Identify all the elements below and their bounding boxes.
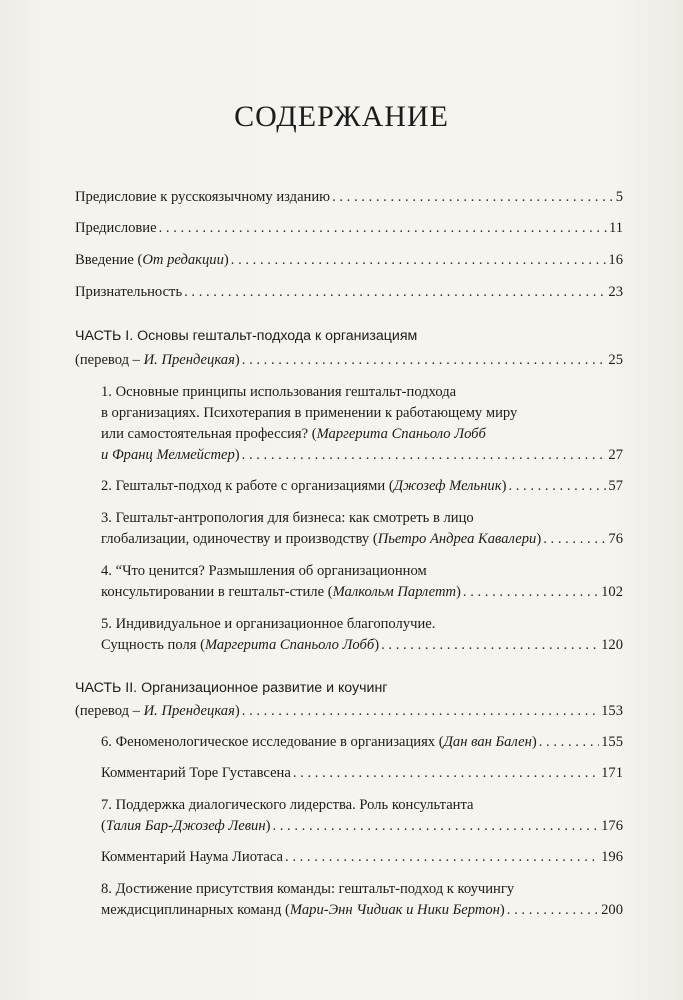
paren-close: )	[501, 478, 507, 494]
toc-entry-acknowledgements[interactable]	[75, 282, 623, 302]
page-number: 16	[608, 252, 623, 268]
leader-dots	[508, 476, 606, 496]
entry-title: Предисловие к русскоязычному изданию	[75, 189, 331, 205]
paren-close: )	[499, 902, 505, 918]
toc-entry-ch6[interactable]	[101, 732, 623, 752]
ch5-text: Сущность поля (	[101, 637, 205, 653]
page-number: 25	[608, 352, 623, 368]
leader-dots	[507, 900, 599, 920]
ch3-line2[interactable]	[101, 529, 623, 549]
translation-label: (перевод –	[75, 352, 144, 368]
leader-dots	[242, 445, 607, 465]
entry-title	[101, 732, 537, 752]
ch5-line1[interactable]: 5. Индивидуальное и организационное благополучие.	[101, 616, 436, 632]
page-number: 76	[608, 531, 623, 547]
paren-close: )	[265, 818, 271, 834]
leader-dots	[159, 218, 607, 238]
page-number: 155	[601, 734, 623, 750]
ch6-text: 6. Феноменологическое исследование в организациях (	[101, 734, 444, 750]
page-number: 171	[601, 765, 623, 781]
entry-title	[101, 529, 541, 549]
entry-title	[101, 445, 240, 465]
translator-name: И. Прендецкая	[143, 352, 235, 368]
leader-dots	[272, 816, 599, 836]
ch4-text: консультировании в гештальт-стиле (	[101, 584, 333, 600]
toc-entry-commentary-1[interactable]	[101, 763, 623, 783]
ch8-text: междисциплинарных команд (	[101, 902, 290, 918]
paren-close: )	[456, 584, 461, 600]
translation-label: (перевод –	[75, 703, 144, 719]
page-number: 57	[608, 478, 623, 494]
leader-dots	[332, 187, 614, 207]
leader-dots	[293, 763, 599, 783]
page-number: 11	[608, 220, 623, 236]
entry-italic: От редакции	[142, 252, 224, 268]
toc-entry-foreword-russian[interactable]	[75, 187, 623, 207]
ch3-author: Пьетро Андреа Кавалери	[377, 531, 537, 547]
paren-open: (	[101, 818, 106, 834]
ch1-author: Маргерита Спаньоло Лобб	[316, 426, 486, 442]
part1-translation-line[interactable]	[75, 350, 623, 370]
ch7-line1[interactable]: 7. Поддержка диалогического лидерства. Роль консультанта	[101, 797, 474, 813]
ch4-author: Малкольм Парлетт	[332, 584, 457, 600]
entry-title	[101, 635, 379, 655]
ch2-text: 2. Гештальт-подход к работе с организациями (	[101, 478, 394, 494]
ch4-line2[interactable]	[101, 582, 623, 602]
ch1-line3	[101, 424, 623, 444]
ch3-text: глобализации, одиночеству и производству (	[101, 531, 378, 547]
leader-dots	[285, 847, 599, 867]
ch1-line2: в организациях. Психотерапия в применении к работающему миру	[101, 405, 518, 421]
entry-title: Признательность	[75, 284, 183, 300]
entry-title	[75, 250, 229, 270]
entry-title	[75, 350, 240, 370]
entry-title	[101, 816, 270, 836]
leader-dots	[242, 350, 607, 370]
leader-dots	[184, 282, 606, 302]
paren-close: )	[234, 447, 240, 463]
leader-dots	[463, 582, 599, 602]
toc-entry-introduction[interactable]	[75, 250, 623, 270]
entry-text-after: )	[223, 252, 229, 268]
paren-close: )	[536, 531, 542, 547]
ch3-line1[interactable]: 3. Гештальт-антропология для бизнеса: как смотреть в лицо	[101, 510, 474, 526]
toc-entry-foreword[interactable]	[75, 218, 623, 238]
entry-title: Комментарий Торе Густавсена	[101, 765, 291, 781]
ch8-author: Мари-Энн Чидиак и Ники Бертон	[289, 902, 500, 918]
page-number: 27	[608, 447, 623, 463]
leader-dots	[242, 701, 599, 721]
entry-title	[75, 701, 240, 721]
translator-name: И. Прендецкая	[143, 703, 235, 719]
ch5-author: Маргерита Спаньоло Лобб	[204, 637, 375, 653]
entry-title	[101, 582, 461, 602]
part2-translation-line[interactable]	[75, 701, 623, 721]
ch1-text: или самостоятельная профессия? (	[101, 426, 317, 442]
part1-heading[interactable]: ЧАСТЬ I. Основы гештальт-подхода к организациям	[75, 328, 418, 344]
ch7-author: Талия Бар-Джозеф Левин	[105, 818, 266, 834]
ch2-author: Джозеф Мельник	[393, 478, 502, 494]
ch8-line1[interactable]: 8. Достижение присутствия команды: гештальт-подход к коучингу	[101, 881, 515, 897]
leader-dots	[539, 732, 599, 752]
ch1-line4[interactable]	[101, 445, 623, 465]
paren-close: )	[374, 637, 380, 653]
ch7-line2[interactable]	[101, 816, 623, 836]
page-number: 176	[601, 818, 623, 834]
leader-dots	[543, 529, 606, 549]
part2-heading[interactable]: ЧАСТЬ II. Организационное развитие и коучинг	[75, 680, 388, 696]
toc-entry-ch2[interactable]	[101, 476, 623, 496]
page-number: 23	[608, 284, 623, 300]
page-number: 196	[601, 849, 623, 865]
paren-close: )	[234, 352, 240, 368]
page-number: 200	[601, 902, 623, 918]
page-number: 102	[601, 584, 623, 600]
page-number: 153	[601, 703, 623, 719]
leader-dots	[231, 250, 607, 270]
page-number: 120	[601, 637, 623, 653]
leader-dots	[381, 635, 599, 655]
ch1-author2: и Франц Мелмейстер	[101, 447, 235, 463]
ch1-line1[interactable]: 1. Основные принципы использования гештальт-подхода	[101, 384, 457, 400]
ch5-line2[interactable]	[101, 635, 623, 655]
paren-close: )	[234, 703, 240, 719]
ch4-line1[interactable]: 4. “Что ценится? Размышления об организационном	[101, 563, 427, 579]
page-title: СОДЕРЖАНИЕ	[234, 100, 449, 133]
ch6-author: Дан ван Бален	[443, 734, 532, 750]
entry-title	[101, 476, 506, 496]
entry-text: Введение (	[75, 252, 143, 268]
ch8-line2[interactable]	[101, 900, 623, 920]
entry-title	[101, 900, 505, 920]
toc-entry-commentary-2[interactable]	[101, 847, 623, 867]
paren-close: )	[531, 734, 537, 750]
page-number: 5	[615, 189, 623, 205]
entry-title: Комментарий Наума Лиотаса	[101, 849, 284, 865]
entry-title: Предисловие	[75, 220, 157, 236]
